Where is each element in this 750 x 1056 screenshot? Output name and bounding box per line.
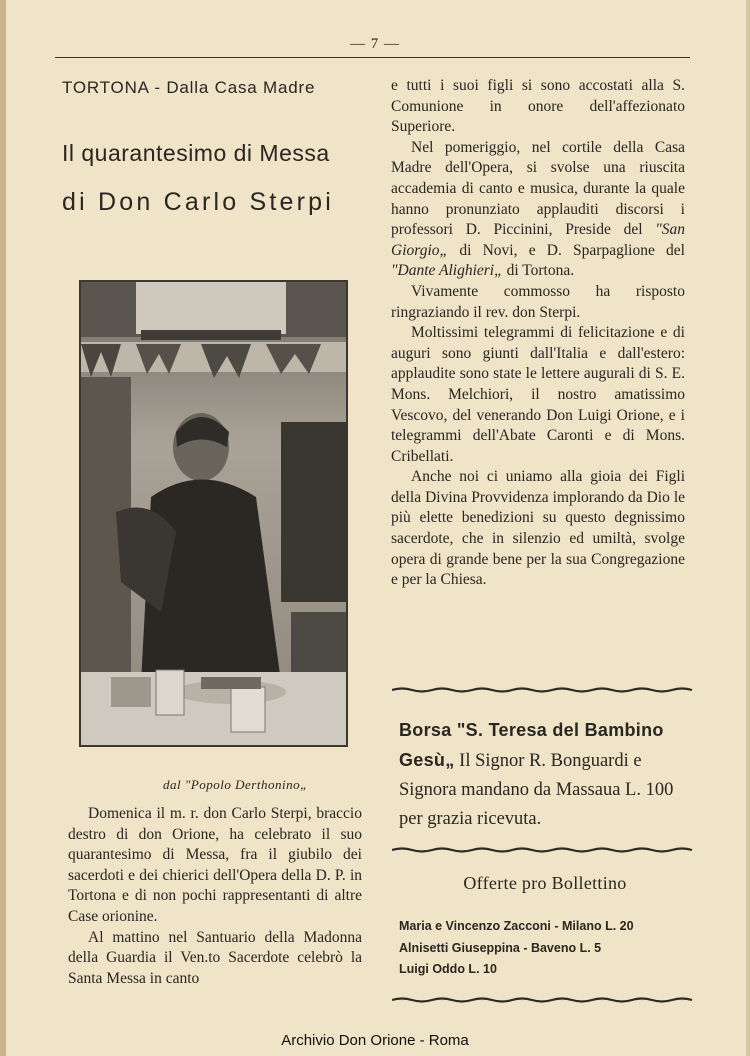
article-paragraph xyxy=(391,138,685,282)
portrait-photo xyxy=(79,280,348,747)
article-title-line1: Il quarantesimo di Messa xyxy=(62,140,330,166)
paragraph-text: Nel pomeriggio, nel cortile della Casa Madre dell'Opera, si svolse una riuscita accademia di canto e musica, durante la quale hanno pronunziato applauditi discorsi i professori D. Piccinini, Preside del xyxy=(391,138,685,239)
photo-caption: dal "Popolo Derthonino„ xyxy=(163,777,308,792)
donation-entry: Alnisetti Giuseppina - Baveno L. 5 xyxy=(399,940,602,955)
article-paragraph: Domenica il m. r. don Carlo Sterpi, braccio destro di don Orione, ha celebrato il suo quarantesimo di Messa, fra il giubilo dei sacerdoti e dei chierici dell'Opera della D. P. in Tortona e di non pochi rappresentanti di altre Case orionine. xyxy=(68,805,362,925)
article-left-column xyxy=(68,804,362,989)
ornamental-divider xyxy=(392,996,697,1004)
paragraph-text: di Tortona. xyxy=(502,262,575,280)
article-paragraph: Al mattino nel Santuario della Madonna della Guardia il Ven.to Sacerdote celebrò la Santa Messa in canto xyxy=(68,928,362,987)
archive-watermark: Archivio Don Orione - Roma xyxy=(281,1032,469,1049)
portrait-photo-drawing xyxy=(81,282,346,745)
borsa-title: Borsa "S. Teresa del Bambino Gesù„ xyxy=(399,720,664,770)
ornamental-divider xyxy=(392,846,697,854)
page-number: — 7 — xyxy=(350,36,400,52)
school-name: "San Giorgio„ xyxy=(391,221,685,259)
borsa-text: Il Signor R. Bonguardi e Signora mandano da Massaua L. 100 per grazia ricevuta. xyxy=(399,751,674,829)
article-paragraph: Moltissimi telegrammi di felicitazione e di auguri sono giunti dall'Italia e dall'estero: applaudite sono state le lettere augurali di S. E. Mons. Melchiori, il nostro amatissimo Vescovo, del venerando Don Luigi Orione, e i telegrammi dell'Abate Caronti e di Mons. Cribellati. xyxy=(391,324,685,465)
paragraph-text: di Novi, e D. Sparpaglione del xyxy=(448,241,685,259)
offerte-title: Offerte pro Bollettino xyxy=(463,873,627,893)
school-name: "Dante Alighieri„ xyxy=(391,262,503,280)
donation-entry: Maria e Vincenzo Zacconi - Milano L. 20 xyxy=(399,919,634,933)
donation-entry: Luigi Oddo L. 10 xyxy=(399,962,497,976)
donation-list xyxy=(399,916,699,981)
article-right-column xyxy=(391,76,685,591)
article-paragraph: Anche noi ci uniamo alla gioia dei Figli della Divina Provvidenza implorando da Dio le più elette benedizioni su questo degnissimo sacerdote, che in silenzio ed umiltà, svolge opera di grande bene per la sua Congregazione e per la Chiesa. xyxy=(391,468,685,589)
page-edge xyxy=(0,0,6,1056)
article-paragraph: e tutti i suoi figli si sono accostati alla S. Comunione in onore dell'affezionato Superiore. xyxy=(391,77,685,136)
page-edge xyxy=(746,0,750,1056)
borsa-notice xyxy=(399,716,689,834)
article-kicker: TORTONA - Dalla Casa Madre xyxy=(62,78,316,97)
article-title-line2: di Don Carlo Sterpi xyxy=(62,188,335,216)
top-divider xyxy=(55,57,690,58)
ornamental-divider xyxy=(392,686,697,694)
article-paragraph: Vivamente commosso ha risposto ringraziando il rev. don Sterpi. xyxy=(391,282,685,321)
